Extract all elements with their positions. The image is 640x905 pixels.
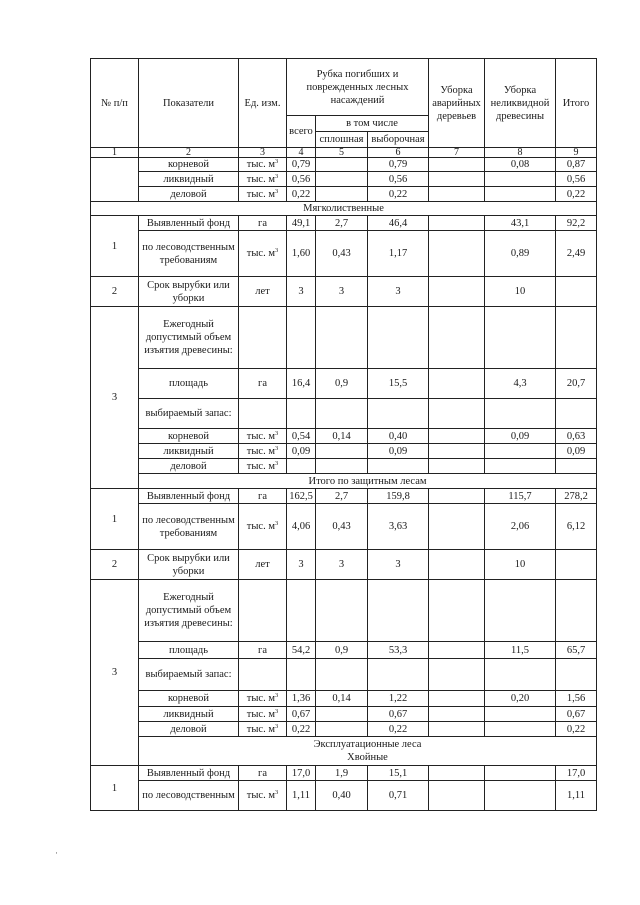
cell-clear — [316, 707, 368, 722]
cell-emergency — [429, 707, 485, 722]
column-numbers-row — [91, 148, 597, 158]
cell-all: 0,79 — [287, 158, 316, 172]
cell-clear — [316, 158, 368, 172]
row-label: деловой — [139, 459, 239, 474]
cell-all: 0,22 — [287, 722, 316, 737]
table-row — [91, 504, 597, 550]
row-label: Выявленный фонд — [139, 489, 239, 504]
cell-nonliquid: 2,06 — [485, 504, 556, 550]
row-unit: тыс. $м^3$ — [239, 781, 287, 811]
cell-all: 16,4 — [287, 369, 316, 399]
cell-clear: 0,14 — [316, 691, 368, 707]
cell-selective: 1,22 — [368, 691, 429, 707]
row-unit: га — [239, 642, 287, 659]
cell-selective: 3 — [368, 277, 429, 307]
header-indicators: Показатели — [139, 59, 239, 148]
row-number: 3 — [91, 580, 139, 766]
row-number: 1 — [91, 766, 139, 811]
cell-total: 0,63 — [556, 429, 597, 444]
cell-emergency — [429, 172, 485, 187]
cell-nonliquid: 0,09 — [485, 429, 556, 444]
cell-emergency — [429, 216, 485, 231]
row-unit — [239, 659, 287, 691]
cell-selective: 15,1 — [368, 766, 429, 781]
scan-mark: · — [55, 848, 58, 858]
table-row — [91, 187, 597, 202]
header-in-total: в том числе — [316, 116, 429, 132]
cell-selective: 3,63 — [368, 504, 429, 550]
cell-clear — [316, 722, 368, 737]
cell-selective: 15,5 — [368, 369, 429, 399]
row-number: 2 — [91, 277, 139, 307]
row-label: по лесоводственным требованиям — [139, 231, 239, 277]
row-number: 3 — [91, 307, 139, 489]
table-row — [91, 231, 597, 277]
cell-clear — [316, 659, 368, 691]
row-unit: тыс. $м^3$ — [239, 429, 287, 444]
row-unit: тыс. $м^3$ — [239, 691, 287, 707]
row-unit: лет — [239, 277, 287, 307]
cell-total: 0,09 — [556, 444, 597, 459]
cell-nonliquid — [485, 444, 556, 459]
cell-nonliquid — [485, 766, 556, 781]
cell-clear: 2,7 — [316, 489, 368, 504]
cell-emergency — [429, 158, 485, 172]
header-total: Итого — [556, 59, 597, 148]
cell-all — [287, 659, 316, 691]
cell-nonliquid — [485, 172, 556, 187]
row-unit: тыс. $м^3$ — [239, 158, 287, 172]
col-number: 8 — [485, 148, 556, 158]
cell-total: 0,56 — [556, 172, 597, 187]
cell-clear: 1,9 — [316, 766, 368, 781]
cell-total: 17,0 — [556, 766, 597, 781]
section-row — [91, 474, 597, 489]
cell-total: 92,2 — [556, 216, 597, 231]
cell-clear — [316, 307, 368, 369]
row-unit: га — [239, 369, 287, 399]
col-number: 5 — [316, 148, 368, 158]
row-label: площадь — [139, 369, 239, 399]
cell-nonliquid — [485, 399, 556, 429]
table-row — [91, 429, 597, 444]
table-row — [91, 691, 597, 707]
cell-selective: 1,17 — [368, 231, 429, 277]
section-title: Эксплуатационные леса Хвойные — [139, 737, 597, 766]
table-row — [91, 489, 597, 504]
cell-emergency — [429, 781, 485, 811]
cell-emergency — [429, 369, 485, 399]
col-number: 2 — [139, 148, 239, 158]
cell-all: 0,09 — [287, 444, 316, 459]
row-unit: га — [239, 216, 287, 231]
row-label: выбираемый запас: — [139, 399, 239, 429]
row-label: площадь — [139, 642, 239, 659]
row-unit: тыс. $м^3$ — [239, 504, 287, 550]
table-row — [91, 172, 597, 187]
cell-all: 162,5 — [287, 489, 316, 504]
cell-total: 1,11 — [556, 781, 597, 811]
cell-clear — [316, 172, 368, 187]
col-number: 4 — [287, 148, 316, 158]
row-label: Выявленный фонд — [139, 766, 239, 781]
cell-emergency — [429, 580, 485, 642]
row-number: 1 — [91, 489, 139, 550]
cell-total — [556, 277, 597, 307]
cell-total: 0,22 — [556, 187, 597, 202]
row-label: деловой — [139, 187, 239, 202]
cell-clear: 0,43 — [316, 504, 368, 550]
cell-selective: 46,4 — [368, 216, 429, 231]
section-row — [91, 202, 597, 216]
cell-emergency — [429, 766, 485, 781]
cell-total: 278,2 — [556, 489, 597, 504]
cell-all: 1,60 — [287, 231, 316, 277]
row-unit: тыс. $м^3$ — [239, 459, 287, 474]
cell-all: 17,0 — [287, 766, 316, 781]
felling-table — [90, 58, 597, 811]
cell-total — [556, 399, 597, 429]
header-all: всего — [287, 116, 316, 148]
cell-nonliquid: 10 — [485, 550, 556, 580]
cell-total: 0,67 — [556, 707, 597, 722]
cell-all: 1,36 — [287, 691, 316, 707]
table-row — [91, 216, 597, 231]
row-unit: тыс. $м^3$ — [239, 444, 287, 459]
table-row — [91, 369, 597, 399]
table-row — [91, 399, 597, 429]
table-row — [91, 722, 597, 737]
cell-all: 49,1 — [287, 216, 316, 231]
cell-emergency — [429, 307, 485, 369]
table-row — [91, 277, 597, 307]
cell-selective: 0,22 — [368, 187, 429, 202]
cell-selective: 0,56 — [368, 172, 429, 187]
cell-total: 0,87 — [556, 158, 597, 172]
cell-selective: 0,40 — [368, 429, 429, 444]
row-unit: га — [239, 489, 287, 504]
row-label: корневой — [139, 429, 239, 444]
cell-selective — [368, 659, 429, 691]
cell-all: 54,2 — [287, 642, 316, 659]
cell-selective — [368, 399, 429, 429]
cell-clear — [316, 187, 368, 202]
row-unit — [239, 580, 287, 642]
cell-nonliquid: 4,3 — [485, 369, 556, 399]
cell-emergency — [429, 399, 485, 429]
cell-emergency — [429, 691, 485, 707]
cell-clear: 0,9 — [316, 369, 368, 399]
cell-clear: 2,7 — [316, 216, 368, 231]
row-unit — [239, 307, 287, 369]
section-row — [91, 737, 597, 766]
header-selective: выборочная — [368, 132, 429, 148]
cell-nonliquid: 10 — [485, 277, 556, 307]
section-title: Итого по защитным лесам — [139, 474, 597, 489]
cell-nonliquid: 11,5 — [485, 642, 556, 659]
cell-all — [287, 580, 316, 642]
table-row — [91, 659, 597, 691]
col-number: 6 — [368, 148, 429, 158]
cell-clear: 0,9 — [316, 642, 368, 659]
row-label: Срок вырубки или уборки — [139, 550, 239, 580]
row-number: 1 — [91, 216, 139, 277]
cell-total: 2,49 — [556, 231, 597, 277]
row-label: по лесоводственным требованиям — [139, 504, 239, 550]
table-row — [91, 707, 597, 722]
row-label: ликвидный — [139, 444, 239, 459]
cell-nonliquid — [485, 187, 556, 202]
cell-nonliquid: 43,1 — [485, 216, 556, 231]
cell-nonliquid — [485, 459, 556, 474]
cell-emergency — [429, 187, 485, 202]
document-page — [90, 58, 596, 811]
cell-total: 6,12 — [556, 504, 597, 550]
cell-selective: 0,67 — [368, 707, 429, 722]
table-row — [91, 158, 597, 172]
cell-nonliquid: 0,89 — [485, 231, 556, 277]
cell-emergency — [429, 489, 485, 504]
header-row — [91, 59, 597, 116]
cell-total: 0,22 — [556, 722, 597, 737]
cell-selective — [368, 580, 429, 642]
cell-selective — [368, 459, 429, 474]
row-number: 2 — [91, 550, 139, 580]
header-clear: сплошная — [316, 132, 368, 148]
cell-all: 0,67 — [287, 707, 316, 722]
cell-emergency — [429, 504, 485, 550]
cell-emergency — [429, 659, 485, 691]
table-row — [91, 307, 597, 369]
row-unit: лет — [239, 550, 287, 580]
cell-emergency — [429, 642, 485, 659]
cell-nonliquid — [485, 707, 556, 722]
cell-all: 4,06 — [287, 504, 316, 550]
section-title: Мягколиственные — [91, 202, 597, 216]
header-unit: Ед. изм. — [239, 59, 287, 148]
cell-total — [556, 307, 597, 369]
cell-clear: 3 — [316, 550, 368, 580]
row-label: Срок вырубки или уборки — [139, 277, 239, 307]
col-number: 3 — [239, 148, 287, 158]
cell-all — [287, 399, 316, 429]
cell-clear — [316, 459, 368, 474]
cell-total — [556, 659, 597, 691]
cell-emergency — [429, 722, 485, 737]
cell-all — [287, 459, 316, 474]
cell-nonliquid — [485, 580, 556, 642]
cell-nonliquid: 0,08 — [485, 158, 556, 172]
cell-all: 1,11 — [287, 781, 316, 811]
cell-emergency — [429, 459, 485, 474]
row-unit: тыс. $м^3$ — [239, 231, 287, 277]
header-emergency: Уборка аварийных деревьев — [429, 59, 485, 148]
cell-nonliquid — [485, 307, 556, 369]
cell-total — [556, 580, 597, 642]
cell-total — [556, 550, 597, 580]
cell-total — [556, 459, 597, 474]
row-unit: тыс. $м^3$ — [239, 707, 287, 722]
cell-nonliquid — [485, 659, 556, 691]
cell-nonliquid: 115,7 — [485, 489, 556, 504]
cell-selective: 159,8 — [368, 489, 429, 504]
cell-nonliquid — [485, 722, 556, 737]
row-label: Выявленный фонд — [139, 216, 239, 231]
header-nonliquid: Уборка неликвидной древесины — [485, 59, 556, 148]
cell-clear: 3 — [316, 277, 368, 307]
row-unit: тыс. $м^3$ — [239, 722, 287, 737]
cell-clear: 0,43 — [316, 231, 368, 277]
cell-all: 0,22 — [287, 187, 316, 202]
cell-all: 3 — [287, 277, 316, 307]
row-unit: тыс. $м^3$ — [239, 172, 287, 187]
cell-nonliquid: 0,20 — [485, 691, 556, 707]
cell-emergency — [429, 550, 485, 580]
cell-clear — [316, 444, 368, 459]
table-row — [91, 459, 597, 474]
cell-clear: 0,14 — [316, 429, 368, 444]
cell-total: 65,7 — [556, 642, 597, 659]
table-row — [91, 781, 597, 811]
row-unit — [239, 399, 287, 429]
cell-selective: 53,3 — [368, 642, 429, 659]
table-row — [91, 580, 597, 642]
cell-all: 3 — [287, 550, 316, 580]
cell-clear — [316, 580, 368, 642]
cell-nonliquid — [485, 781, 556, 811]
cell-all: 0,54 — [287, 429, 316, 444]
cell-selective: 0,09 — [368, 444, 429, 459]
row-label: корневой — [139, 158, 239, 172]
cell-selective: 0,22 — [368, 722, 429, 737]
row-unit: тыс. $м^3$ — [239, 187, 287, 202]
header-num: № п/п — [91, 59, 139, 148]
table-row — [91, 550, 597, 580]
cell-emergency — [429, 444, 485, 459]
cell-emergency — [429, 429, 485, 444]
cell-selective — [368, 307, 429, 369]
col-number: 1 — [91, 148, 139, 158]
row-label: выбираемый запас: — [139, 659, 239, 691]
row-label: ликвидный — [139, 172, 239, 187]
cell-selective: 0,79 — [368, 158, 429, 172]
row-label: деловой — [139, 722, 239, 737]
table-row — [91, 444, 597, 459]
col-number: 7 — [429, 148, 485, 158]
header-felling-group: Рубка погибших и поврежденных лесных насаждений — [287, 59, 429, 116]
table-row — [91, 766, 597, 781]
cell-selective: 0,71 — [368, 781, 429, 811]
cell-clear: 0,40 — [316, 781, 368, 811]
cell-all: 0,56 — [287, 172, 316, 187]
cell-emergency — [429, 231, 485, 277]
table-row — [91, 642, 597, 659]
col-number: 9 — [556, 148, 597, 158]
row-label: корневой — [139, 691, 239, 707]
row-label: ликвидный — [139, 707, 239, 722]
row-label: Ежегодный допустимый объем изъятия древесины: — [139, 307, 239, 369]
cell-all — [287, 307, 316, 369]
cell-total: 1,56 — [556, 691, 597, 707]
cell-selective: 3 — [368, 550, 429, 580]
cell-total: 20,7 — [556, 369, 597, 399]
row-label: по лесоводственным — [139, 781, 239, 811]
row-unit: га — [239, 766, 287, 781]
cell-clear — [316, 399, 368, 429]
row-number — [91, 158, 139, 202]
cell-emergency — [429, 277, 485, 307]
row-label: Ежегодный допустимый объем изъятия древесины: — [139, 580, 239, 642]
